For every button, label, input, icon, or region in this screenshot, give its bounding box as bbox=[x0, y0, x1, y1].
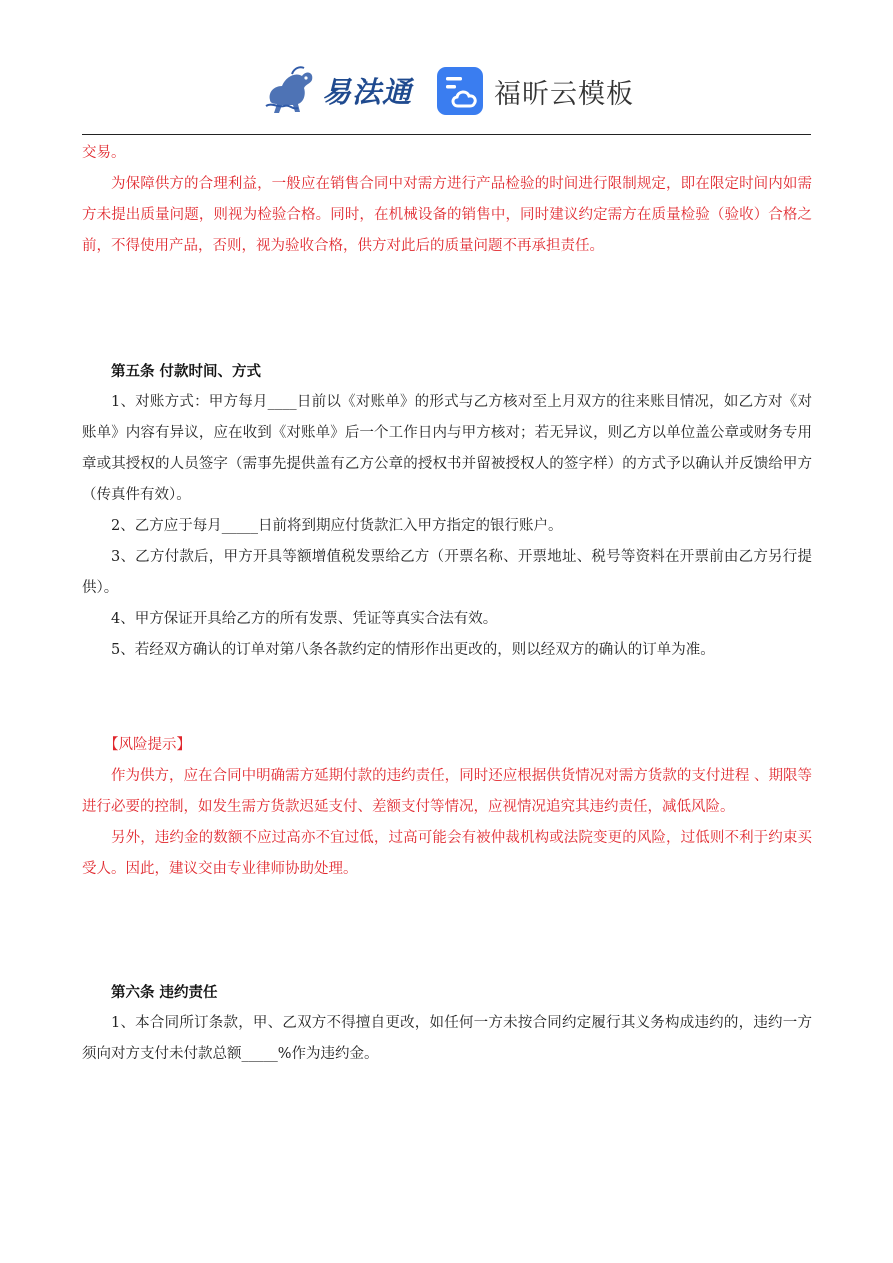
foxit-template-logo bbox=[436, 65, 634, 117]
cloud-document-icon bbox=[436, 66, 484, 116]
article5-item-1: 1、对账方式：甲方每月____日前以《对账单》的形式与乙方核对至上月双方的往来账目情况，如乙方对《对账单》内容有异议，应在收到《对账单》后一个工作日内与甲方核对；若无异议，则乙方以单位盖公章或财务专用章或其授权的人员签字（需事先提供盖有乙方公章的授权书并留被授权人的签字样）的方式予以确认并反馈给甲方（传真件有效）。 bbox=[82, 394, 812, 503]
article6-item-1: 1、本合同所订条款，甲、乙双方不得擅自更改，如任何一方未按合同约定履行其义务构成违约的，违约一方须向对方支付未付款总额_____%作为违约金。 bbox=[82, 1015, 812, 1062]
intro-paragraph: 为保障供方的合理利益，一般应在销售合同中对需方进行产品检验的时间进行限制规定，即在限定时间内如需方未提出质量问题，则视为检验合格。同时，在机械设备的销售中，同时建议约定需方在质量检验（验收）合格之前，不得使用产品，否则，视为验收合格，供方对此后的质量问题不再承担责任。 bbox=[82, 176, 812, 254]
document-body bbox=[82, 138, 812, 1070]
risk-paragraph-1: 作为供方，应在合同中明确需方延期付款的违约责任，同时还应根据供货情况对需方货款的支付进程 、期限等进行必要的控制，如发生需方货款迟延支付、差额支付等情况，应视情况追究其违约责任，减低风险。 bbox=[82, 768, 812, 815]
article5-item-4: 4、甲方保证开具给乙方的所有发票、凭证等真实合法有效。 bbox=[111, 611, 498, 627]
intro-tail: 交易。 bbox=[82, 145, 126, 161]
qilin-icon bbox=[262, 62, 320, 118]
logo-left-text: 易法通 bbox=[322, 74, 413, 109]
article6-title: 第六条 违约责任 bbox=[111, 984, 218, 1001]
article5-title: 第五条 付款时间、方式 bbox=[111, 363, 262, 380]
header-divider bbox=[82, 134, 811, 135]
article5-item-3: 3、乙方付款后，甲方开具等额增值税发票给乙方（开票名称、开票地址、税号等资料在开票前由乙方另行提供）。 bbox=[82, 549, 812, 596]
article5-item-2: 2、乙方应于每月_____日前将到期应付货款汇入甲方指定的银行账户。 bbox=[111, 518, 563, 534]
article5-item-5: 5、若经双方确认的订单对第八条各款约定的情形作出更改的，则以经双方的确认的订单为准。 bbox=[111, 642, 715, 658]
page-header bbox=[0, 0, 893, 134]
logo-right-text: 福昕云模板 bbox=[494, 78, 634, 110]
risk-label: 【风险提示】 bbox=[104, 737, 191, 753]
yifatong-logo bbox=[262, 62, 412, 118]
risk-paragraph-2: 另外，违约金的数额不应过高亦不宜过低，过高可能会有被仲裁机构或法院变更的风险，过低则不利于约束买受人。因此，建议交由专业律师协助处理。 bbox=[82, 830, 812, 877]
